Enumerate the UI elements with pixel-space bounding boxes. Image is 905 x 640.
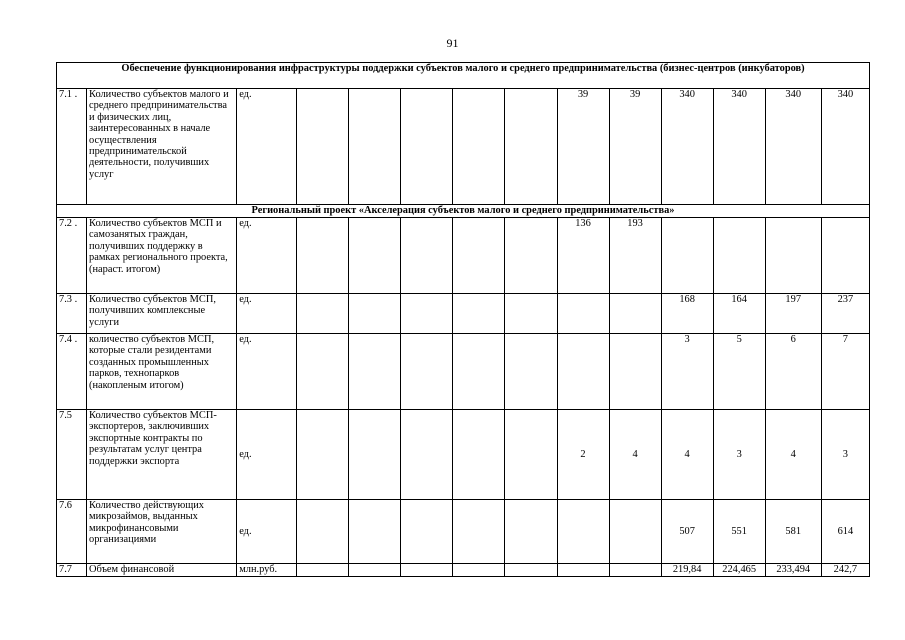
value-cell: 340 (821, 89, 869, 205)
value-cell (297, 334, 349, 410)
indicator-name: Количество субъектов МСП, получивших комплексные услуги (87, 294, 237, 334)
value-cell (713, 218, 765, 294)
value-cell: 3 (821, 410, 869, 500)
row-number: 7.2 . (57, 218, 87, 294)
value-cell (349, 218, 401, 294)
value-cell: 6 (765, 334, 821, 410)
value-cell: 340 (713, 89, 765, 205)
indicators-table (56, 62, 870, 577)
table-row (57, 500, 870, 564)
table-row (57, 294, 870, 334)
row-number: 7.5 (57, 410, 87, 500)
value-cell: 219,84 (661, 564, 713, 577)
value-cell (453, 89, 505, 205)
value-cell: 4 (765, 410, 821, 500)
value-cell (765, 218, 821, 294)
value-cell (401, 334, 453, 410)
value-cell (401, 218, 453, 294)
value-cell (661, 218, 713, 294)
value-cell: 340 (661, 89, 713, 205)
value-cell (453, 294, 505, 334)
table-row (57, 410, 870, 500)
value-cell: 233,494 (765, 564, 821, 577)
value-cell: 164 (713, 294, 765, 334)
row-number: 7.1 . (57, 89, 87, 205)
value-cell (401, 500, 453, 564)
value-cell (609, 334, 661, 410)
value-cell: 4 (661, 410, 713, 500)
value-cell (401, 564, 453, 577)
value-cell (349, 334, 401, 410)
value-cell: 237 (821, 294, 869, 334)
unit-cell: ед. (237, 410, 297, 500)
table-row (57, 89, 870, 205)
value-cell: 39 (557, 89, 609, 205)
value-cell (557, 500, 609, 564)
row-number: 7.4 . (57, 334, 87, 410)
value-cell (297, 564, 349, 577)
value-cell: 168 (661, 294, 713, 334)
value-cell: 614 (821, 500, 869, 564)
value-cell (557, 334, 609, 410)
value-cell (453, 564, 505, 577)
value-cell (401, 410, 453, 500)
value-cell: 224,465 (713, 564, 765, 577)
value-cell: 3 (661, 334, 713, 410)
value-cell: 551 (713, 500, 765, 564)
value-cell (609, 564, 661, 577)
value-cell: 340 (765, 89, 821, 205)
value-cell (297, 294, 349, 334)
table-row (57, 218, 870, 294)
table-heading: Обеспечение функционирования инфраструктуры поддержки субъектов малого и среднего предпринимательства (бизнес-центров (инкубаторов) (57, 63, 870, 89)
section-title: Региональный проект «Акселерация субъектов малого и среднего предпринимательства» (57, 205, 870, 218)
value-cell (453, 410, 505, 500)
value-cell (297, 218, 349, 294)
value-cell (401, 294, 453, 334)
value-cell: 581 (765, 500, 821, 564)
value-cell (453, 218, 505, 294)
value-cell (453, 334, 505, 410)
value-cell (297, 89, 349, 205)
value-cell (505, 89, 557, 205)
table-row (57, 564, 870, 577)
unit-cell: ед. (237, 294, 297, 334)
row-number: 7.7 (57, 564, 87, 577)
unit-cell: ед. (237, 218, 297, 294)
value-cell: 242,7 (821, 564, 869, 577)
value-cell (505, 218, 557, 294)
value-cell: 2 (557, 410, 609, 500)
table-row (57, 334, 870, 410)
value-cell (505, 410, 557, 500)
value-cell (453, 500, 505, 564)
row-number: 7.3 . (57, 294, 87, 334)
unit-cell: ед. (237, 89, 297, 205)
indicator-name: Объем финансовой (87, 564, 237, 577)
value-cell (349, 564, 401, 577)
indicator-name: Количество субъектов МСП-экспортеров, заключивших экспортные контракты по результатам услуг центра поддержки экспорта (87, 410, 237, 500)
value-cell: 39 (609, 89, 661, 205)
value-cell (557, 564, 609, 577)
value-cell (505, 564, 557, 577)
value-cell (349, 410, 401, 500)
value-cell (505, 334, 557, 410)
value-cell (297, 410, 349, 500)
section-row (57, 205, 870, 218)
value-cell (505, 294, 557, 334)
value-cell: 193 (609, 218, 661, 294)
value-cell: 197 (765, 294, 821, 334)
row-number: 7.6 (57, 500, 87, 564)
value-cell: 507 (661, 500, 713, 564)
value-cell: 136 (557, 218, 609, 294)
value-cell (401, 89, 453, 205)
indicator-name: Количество действующих микрозаймов, выданных микрофинансовыми организациями (87, 500, 237, 564)
value-cell: 7 (821, 334, 869, 410)
value-cell (609, 500, 661, 564)
value-cell (349, 89, 401, 205)
unit-cell: ед. (237, 500, 297, 564)
page-number: 91 (446, 36, 459, 50)
table-heading-row (57, 63, 870, 89)
value-cell (349, 294, 401, 334)
value-cell (505, 500, 557, 564)
value-cell (297, 500, 349, 564)
unit-cell: ед. (237, 334, 297, 410)
value-cell (609, 294, 661, 334)
unit-cell: млн.руб. (237, 564, 297, 577)
value-cell (821, 218, 869, 294)
value-cell (557, 294, 609, 334)
indicator-name: Количество субъектов малого и среднего предпринимательства и физических лиц, заинтересованных в начале осуществления предпринимательской деятельности, получивших услуг (87, 89, 237, 205)
value-cell: 3 (713, 410, 765, 500)
indicator-name: Количество субъектов МСП и самозанятых граждан, получивших поддержку в рамках регионального проекта, (нараст. итогом) (87, 218, 237, 294)
value-cell (349, 500, 401, 564)
value-cell: 4 (609, 410, 661, 500)
value-cell: 5 (713, 334, 765, 410)
indicator-name: количество субъектов МСП, которые стали резидентами созданных промышленных парков, технопарков (накопленым итогом) (87, 334, 237, 410)
